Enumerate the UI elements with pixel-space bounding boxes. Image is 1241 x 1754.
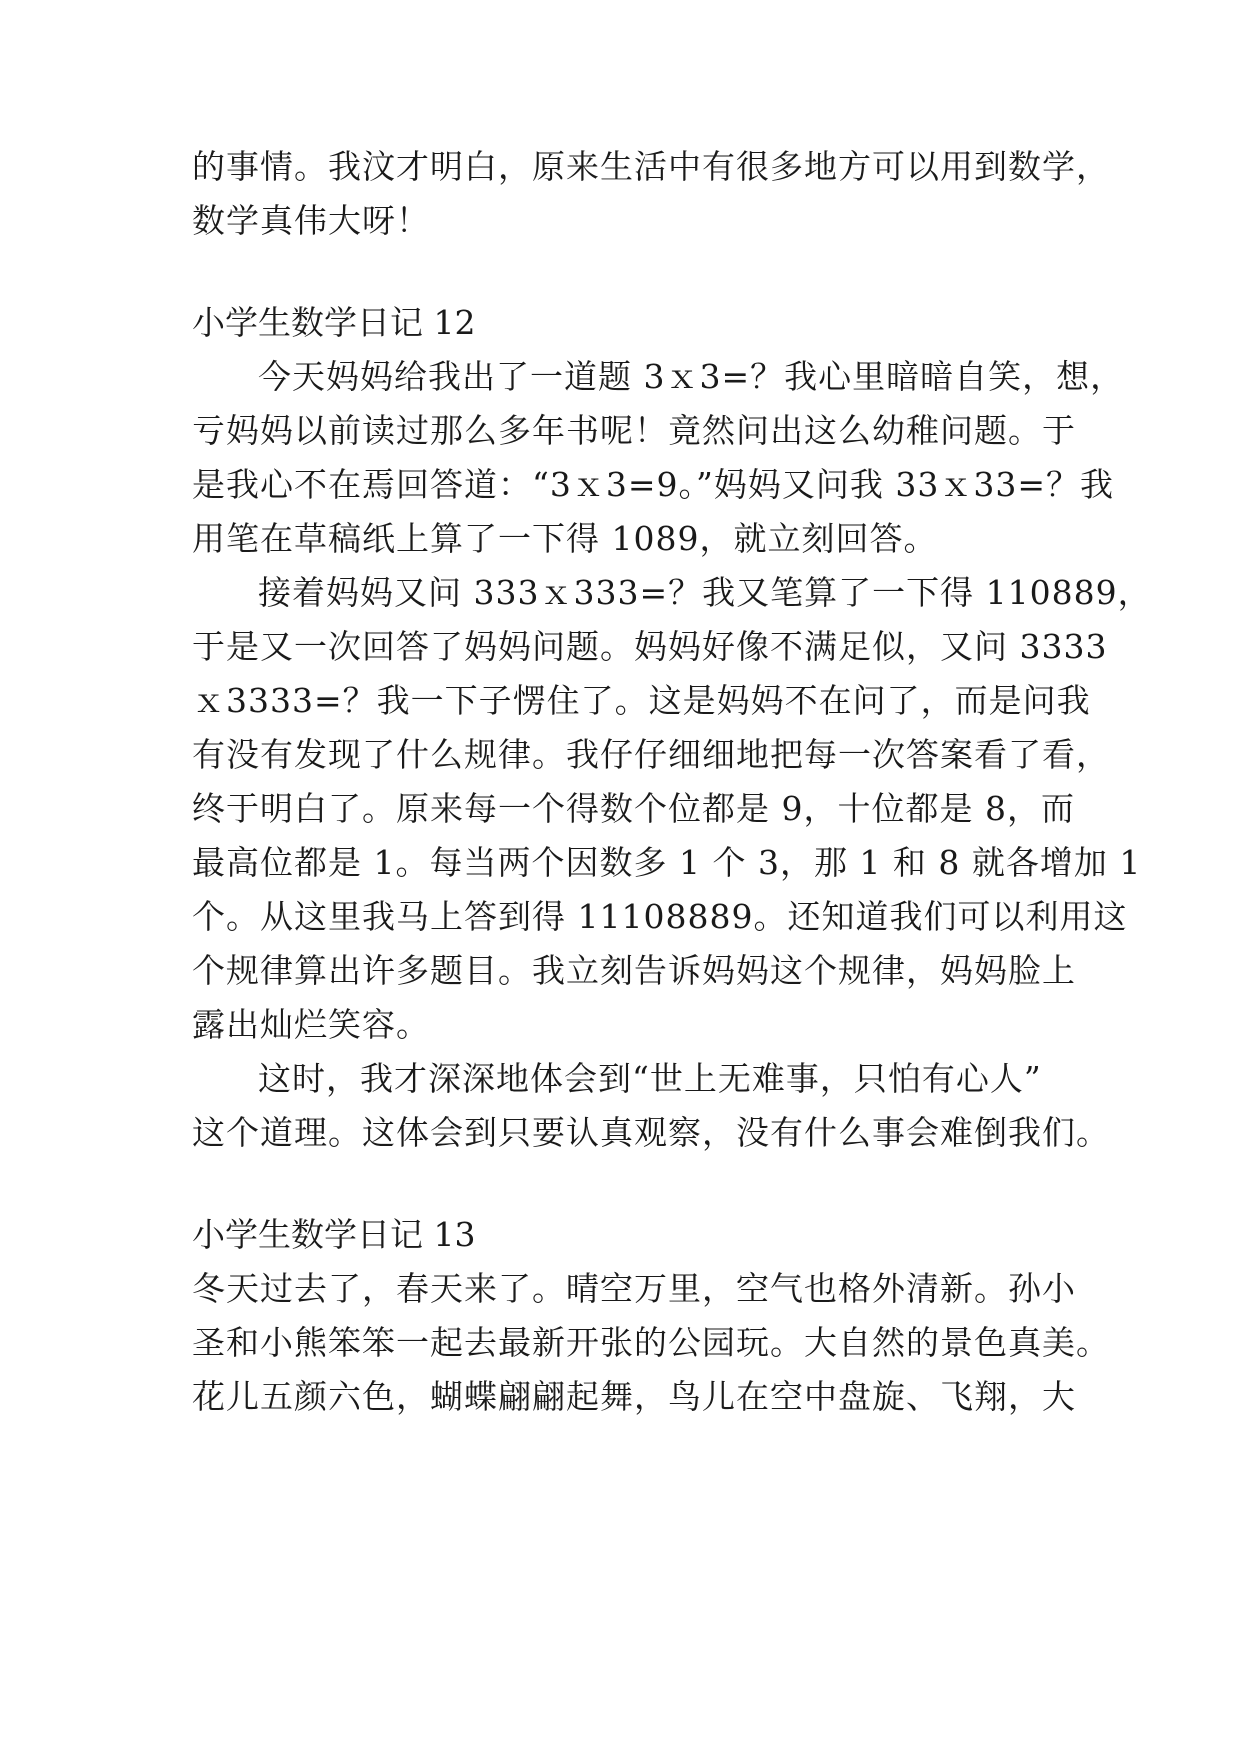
text-line: 接着妈妈又问 333ｘ333=？我又笔算了一下得 110889， xyxy=(258,573,1152,612)
entry-13-title: 小学生数学日记 13 xyxy=(192,1215,476,1254)
text-line: 终于明白了。原来每一个得数个位都是 9，十位都是 8，而 xyxy=(192,789,1075,828)
text-line: 的事情。我汶才明白，原来生活中有很多地方可以用到数学， xyxy=(192,147,1110,186)
text-line: 个规律算出许多题目。我立刻告诉妈妈这个规律，妈妈脸上 xyxy=(192,951,1076,990)
text-line: 于是又一次回答了妈妈问题。妈妈好像不满足似，又问 3333 xyxy=(192,627,1108,666)
text-line: 这个道理。这体会到只要认真观察，没有什么事会难倒我们。 xyxy=(192,1113,1110,1152)
text-line: 最高位都是 1。每当两个因数多 1 个 3，那 1 和 8 就各增加 1 xyxy=(192,843,1142,882)
text-line: 亏妈妈以前读过那么多年书呢！竟然问出这么幼稚问题。于 xyxy=(192,411,1076,450)
text-line: 个。从这里我马上答到得 11108889。还知道我们可以利用这 xyxy=(192,897,1128,936)
text-line: 今天妈妈给我出了一道题 3ｘ3=？我心里暗暗自笑，想， xyxy=(258,357,1125,396)
text-line: 冬天过去了，春天来了。晴空万里，空气也格外清新。孙小 xyxy=(192,1269,1076,1308)
entry-12-title: 小学生数学日记 12 xyxy=(192,303,476,342)
text-line: 露出灿烂笑容。 xyxy=(192,1005,430,1044)
text-line: 有没有发现了什么规律。我仔仔细细地把每一次答案看了看， xyxy=(192,735,1110,774)
text-line: 是我心不在焉回答道：“3ｘ3=9。”妈妈又问我 33ｘ33=？我 xyxy=(192,465,1115,504)
text-line: 数学真伟大呀！ xyxy=(192,201,430,240)
text-line: 用笔在草稿纸上算了一下得 1089，就立刻回答。 xyxy=(192,519,938,558)
text-line: 这时，我才深深地体会到“世上无难事，只怕有心人” xyxy=(258,1059,1042,1098)
text-line: 圣和小熊笨笨一起去最新开张的公园玩。大自然的景色真美。 xyxy=(192,1323,1110,1362)
text-line: 花儿五颜六色，蝴蝶翩翩起舞，鸟儿在空中盘旋、飞翔，大 xyxy=(192,1377,1076,1416)
text-line: ｘ3333=？我一下子愣住了。这是妈妈不在问了，而是问我 xyxy=(192,681,1091,720)
